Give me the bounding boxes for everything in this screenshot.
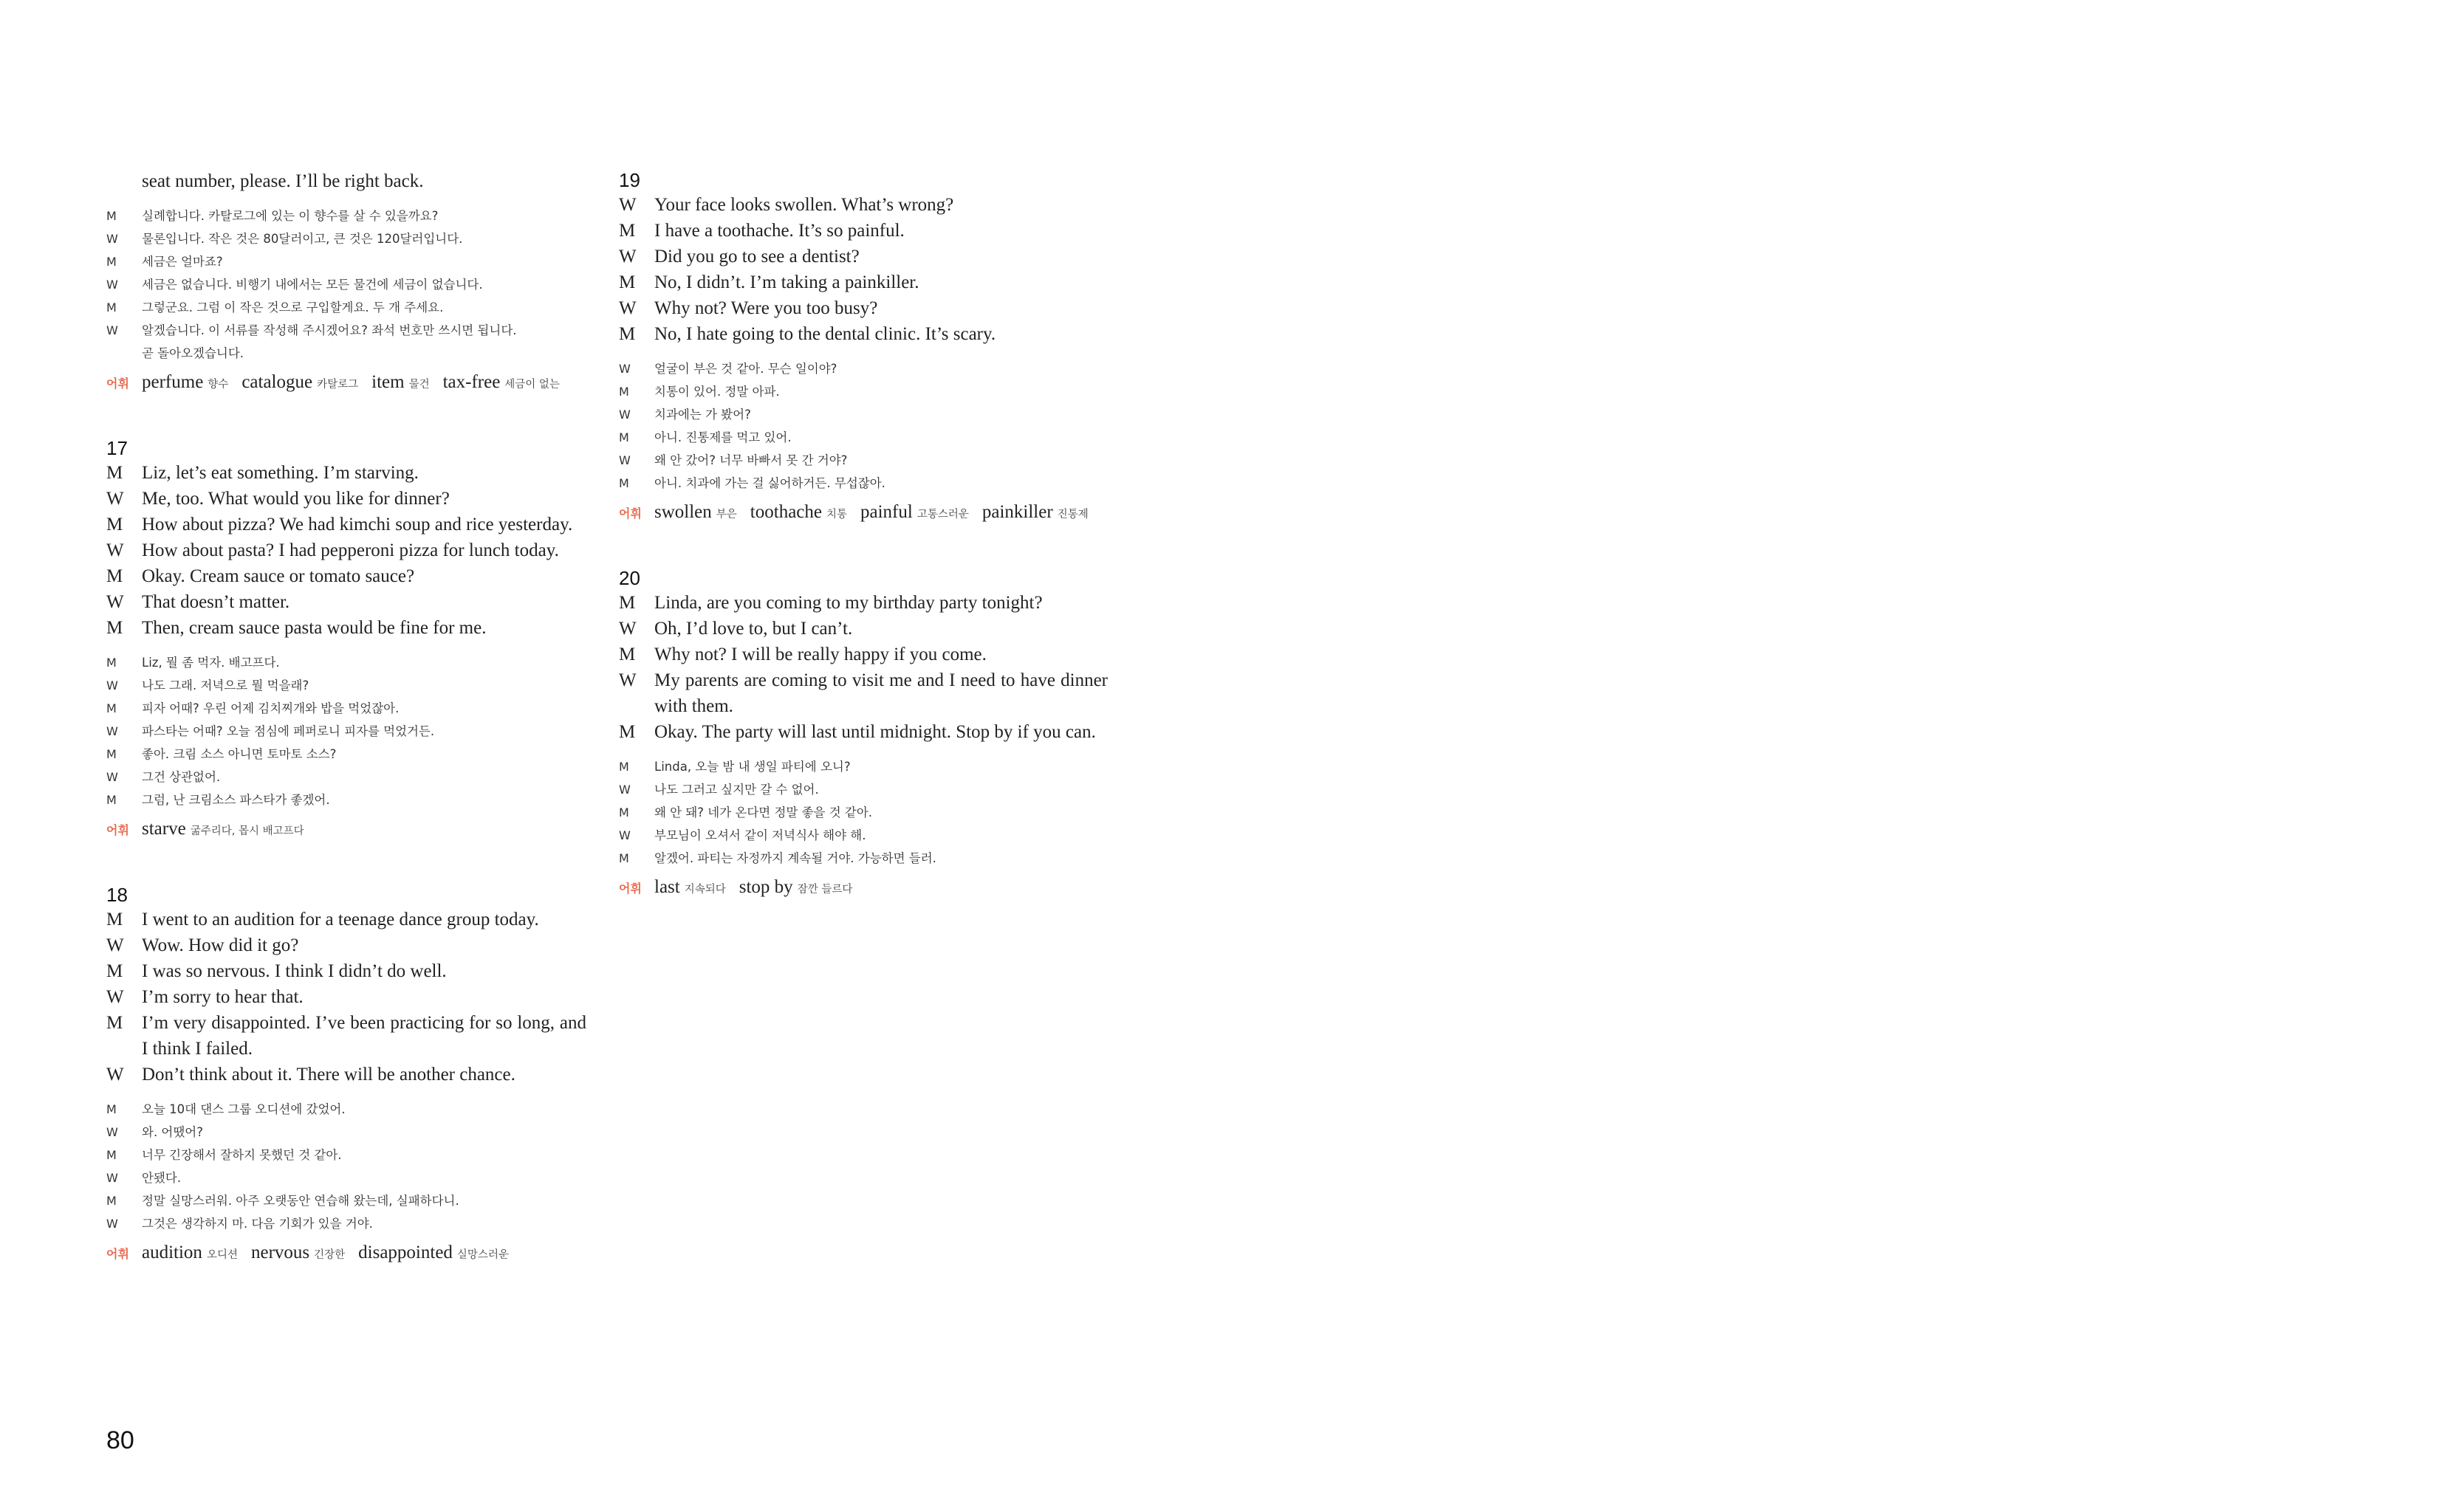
speaker-label: M — [619, 385, 629, 399]
translation-line — [106, 674, 586, 697]
dialogue-line — [619, 192, 1108, 218]
vocab-meaning: 부은 — [716, 509, 737, 520]
translation-line — [106, 1189, 586, 1212]
dialogue-text: I was so nervous. I think I didn’t do well. — [142, 961, 447, 981]
speaker-label: W — [106, 540, 124, 560]
vocab-meaning: 고통스러운 — [916, 509, 969, 520]
dialogue — [619, 590, 1108, 745]
speaker-label: W — [106, 323, 118, 337]
translation-line — [106, 766, 586, 788]
dialogue-text: Okay. The party will last until midnight. Stop by if you can. — [654, 722, 1096, 742]
translation-text: 피자 어때? 우린 어제 김치찌개와 밥을 먹었잖아. — [142, 701, 400, 715]
speaker-label: M — [106, 463, 123, 483]
translation-line — [619, 380, 1108, 403]
dialogue-line — [619, 218, 1108, 244]
left-column — [106, 168, 586, 1268]
translation-line — [106, 250, 586, 273]
dialogue-line — [106, 907, 586, 932]
speaker-label: W — [106, 489, 124, 509]
translation-text: 알겠습니다. 이 서류를 작성해 주시겠어요? 좌석 번호만 쓰시면 됩니다. — [142, 323, 517, 337]
vocab-label: 어휘 — [106, 823, 129, 837]
dialogue-text: I went to an audition for a teenage dance group today. — [142, 910, 539, 929]
vocab-meaning: 굶주리다, 몹시 배고프다 — [190, 825, 304, 837]
vocab-word: painful — [860, 502, 913, 522]
dialogue-text: I have a toothache. It’s so painful. — [654, 221, 905, 241]
translation-line — [619, 472, 1108, 495]
translation-line — [106, 296, 586, 319]
speaker-label: M — [106, 910, 123, 929]
translation-text: 곧 돌아오겠습니다. — [142, 346, 244, 360]
translation-text: 파스타는 어때? 오늘 점심에 페퍼로니 피자를 먹었거든. — [142, 724, 435, 738]
translation-text: 얼굴이 부은 것 같아. 무슨 일이야? — [654, 362, 837, 376]
translation-text: 나도 그래. 저녁으로 뭘 먹을래? — [142, 678, 309, 693]
speaker-label: W — [619, 247, 637, 267]
speaker-label: W — [106, 1217, 118, 1231]
dialogue-text: Your face looks swollen. What’s wrong? — [654, 195, 954, 215]
dialogue-text: Linda, are you coming to my birthday party tonight? — [654, 593, 1043, 613]
speaker-label: M — [619, 324, 636, 344]
speaker-label: M — [619, 760, 629, 774]
dialogue-text: Me, too. What would you like for dinner? — [142, 489, 450, 509]
speaker-label: M — [106, 1013, 123, 1033]
right-column — [619, 168, 1108, 903]
vocab-meaning: 오디션 — [206, 1249, 238, 1261]
vocab-meaning: 세금이 없는 — [504, 379, 560, 391]
speaker-label: M — [619, 476, 629, 490]
dialogue — [106, 460, 586, 641]
speaker-label: M — [106, 255, 117, 269]
vocab-row — [106, 816, 586, 845]
dialogue-line — [106, 460, 586, 486]
speaker-label: W — [619, 408, 631, 422]
translation-line — [619, 449, 1108, 472]
vocab-items — [142, 816, 318, 845]
dialogue-line — [619, 616, 1108, 642]
speaker-label: M — [619, 430, 629, 444]
translation-block — [106, 205, 586, 365]
vocab-word: swollen — [654, 502, 712, 522]
translation-block — [619, 755, 1108, 870]
translation-text: Liz, 뭘 좀 먹자. 배고프다. — [142, 656, 280, 670]
dialogue-line — [619, 642, 1108, 667]
vocab-meaning: 물건 — [408, 379, 430, 391]
vocab-meaning: 향수 — [208, 379, 229, 391]
speaker-label: W — [106, 724, 118, 738]
speaker-label — [106, 342, 142, 365]
translation-text: 왜 안 돼? 네가 온다면 정말 좋을 것 같아. — [654, 805, 873, 819]
vocab-row — [619, 499, 1108, 528]
translation-text: 물론입니다. 작은 것은 80달러이고, 큰 것은 120달러입니다. — [142, 232, 463, 246]
dialogue-line — [106, 486, 586, 512]
dialogue-text: Why not? Were you too busy? — [654, 298, 878, 318]
vocab-word: painkiller — [981, 502, 1053, 522]
dialogue-text: I’m sorry to hear that. — [142, 987, 304, 1007]
speaker-label: W — [106, 678, 118, 693]
vocab-items — [654, 499, 1102, 528]
dialogue-line — [619, 590, 1108, 616]
translation-line — [619, 778, 1108, 801]
speaker-label: W — [106, 987, 124, 1007]
vocab-word: disappointed — [358, 1243, 453, 1262]
translation-text: 좋아. 크림 소스 아니면 토마토 소스? — [142, 747, 337, 761]
dialogue-line — [619, 667, 1108, 719]
speaker-label: W — [619, 195, 637, 215]
dialogue-line — [106, 984, 586, 1010]
vocab-word: toothache — [750, 502, 822, 522]
vocab-items — [142, 1240, 522, 1268]
dialogue-text: No, I hate going to the dental clinic. It’s scary. — [654, 324, 996, 344]
dialogue-text: How about pasta? I had pepperoni pizza for lunch today. — [142, 540, 559, 560]
dialogue — [106, 907, 586, 1087]
vocab-row — [106, 369, 586, 398]
vocab-meaning: 진통제 — [1057, 509, 1089, 520]
speaker-label: W — [619, 828, 631, 842]
speaker-label: M — [106, 656, 117, 670]
speaker-label: W — [106, 278, 118, 292]
speaker-label: M — [619, 272, 636, 292]
translation-line — [106, 1212, 586, 1235]
question-number: 17 — [106, 437, 128, 459]
translation-text: 세금은 얼마죠? — [142, 255, 223, 269]
dialogue-text: That doesn’t matter. — [142, 592, 290, 612]
dialogue-text: Did you go to see a dentist? — [654, 247, 860, 267]
vocab-meaning: 카탈로그 — [317, 379, 359, 391]
vocab-items — [142, 369, 573, 398]
translation-line — [619, 801, 1108, 824]
translation-text: 세금은 없습니다. 비행기 내에서는 모든 물건에 세금이 없습니다. — [142, 278, 483, 292]
speaker-label: W — [106, 592, 124, 612]
translation-text: 부모님이 오셔서 같이 저녁식사 해야 해. — [654, 828, 866, 842]
speaker-label: M — [106, 793, 117, 807]
dialogue-text: My parents are coming to visit me and I need to have dinner with them. — [654, 670, 1108, 716]
vocab-meaning: 치통 — [826, 509, 847, 520]
dialogue-text: Wow. How did it go? — [142, 935, 299, 955]
speaker-label: W — [106, 1125, 118, 1139]
translation-text: 정말 실망스러워. 아주 오랫동안 연습해 왔는데, 실패하다니. — [142, 1194, 459, 1208]
dialogue-text: Why not? I will be really happy if you come. — [654, 645, 987, 664]
speaker-label: M — [619, 851, 629, 865]
vocab-meaning: 실망스러운 — [456, 1249, 509, 1261]
speaker-label: M — [619, 722, 636, 742]
speaker-label: M — [106, 1194, 117, 1208]
translation-line — [106, 1166, 586, 1189]
vocab-word: audition — [142, 1243, 202, 1262]
dialogue-text: Liz, let’s eat something. I’m starving. — [142, 463, 419, 483]
translation-text: 와. 어땠어? — [142, 1125, 204, 1139]
speaker-label: M — [619, 593, 636, 613]
vocab-meaning: 잠깐 들르다 — [797, 884, 853, 896]
dialogue-line — [106, 932, 586, 958]
speaker-label: M — [106, 961, 123, 981]
translation-text: 알겠어. 파티는 자정까지 계속될 거야. 가능하면 들러. — [654, 851, 936, 865]
translation-line — [619, 847, 1108, 870]
translation-text: 실례합니다. 카탈로그에 있는 이 향수를 살 수 있을까요? — [142, 209, 439, 223]
dialogue-line — [619, 719, 1108, 745]
translation-text: 그건 상관없어. — [142, 770, 221, 784]
translation-text: 안됐다. — [142, 1171, 182, 1185]
vocab-label: 어휘 — [619, 506, 642, 520]
translation-line — [619, 755, 1108, 778]
translation-text: 치통이 있어. 정말 아파. — [654, 385, 780, 399]
vocab-meaning: 지속되다 — [684, 884, 726, 896]
translation-line — [619, 426, 1108, 449]
speaker-label: M — [106, 701, 117, 715]
dialogue-line — [619, 244, 1108, 269]
vocab-word: item — [371, 372, 405, 392]
speaker-label: W — [106, 1065, 124, 1085]
speaker-label: M — [106, 209, 117, 223]
translation-line — [106, 342, 586, 365]
dialogue-text: Oh, I’d love to, but I can’t. — [654, 619, 853, 639]
speaker-label: M — [106, 618, 123, 638]
translation-line — [106, 788, 586, 811]
translation-text: 나도 그러고 싶지만 갈 수 없어. — [654, 783, 819, 797]
dialogue-line — [619, 321, 1108, 347]
speaker-label: M — [106, 747, 117, 761]
dialogue-line — [106, 1010, 586, 1062]
translation-block — [106, 1098, 586, 1235]
translation-text: Linda, 오늘 밤 내 생일 파티에 오니? — [654, 760, 851, 774]
speaker-label: W — [619, 783, 631, 797]
vocab-label: 어휘 — [106, 377, 129, 391]
speaker-label: M — [619, 805, 629, 819]
question-number: 20 — [619, 567, 640, 589]
speaker-label: W — [619, 670, 637, 690]
dialogue-text: How about pizza? We had kimchi soup and rice yesterday. — [142, 515, 573, 535]
dialogue-text: Don’t think about it. There will be another chance. — [142, 1065, 515, 1085]
dialogue-line — [106, 563, 586, 589]
dialogue-text: Then, cream sauce pasta would be fine for me. — [142, 618, 487, 638]
speaker-label: M — [106, 515, 123, 535]
translation-line — [106, 273, 586, 296]
speaker-label: W — [619, 362, 631, 376]
translation-line — [619, 403, 1108, 426]
vocab-label: 어휘 — [619, 882, 642, 896]
vocab-row — [619, 874, 1108, 903]
translation-text: 오늘 10대 댄스 그룹 오디션에 갔었어. — [142, 1102, 346, 1116]
speaker-label: M — [106, 1148, 117, 1162]
vocab-word: tax-free — [442, 372, 501, 392]
translation-text: 그렇군요. 그럼 이 작은 것으로 구입할게요. 두 개 주세요. — [142, 300, 444, 315]
vocab-word: catalogue — [241, 372, 313, 392]
dialogue-line — [106, 512, 586, 537]
translation-line — [106, 651, 586, 674]
translation-line — [106, 743, 586, 766]
translation-line — [106, 205, 586, 227]
translation-line — [106, 227, 586, 250]
dialogue-line — [106, 1062, 586, 1087]
vocab-meaning: 긴장한 — [314, 1249, 346, 1261]
translation-line — [106, 720, 586, 743]
speaker-label: M — [106, 1102, 117, 1116]
translation-text: 왜 안 갔어? 너무 바빠서 못 간 거야? — [654, 453, 848, 467]
translation-line — [619, 357, 1108, 380]
translation-line — [106, 1098, 586, 1121]
translation-line — [106, 1121, 586, 1144]
translation-text: 치과에는 가 봤어? — [654, 408, 751, 422]
speaker-label: M — [619, 645, 636, 664]
vocab-word: perfume — [142, 372, 204, 392]
speaker-label: W — [106, 770, 118, 784]
speaker-label: W — [619, 619, 637, 639]
dialogue-line — [619, 295, 1108, 321]
speaker-label: W — [106, 232, 118, 246]
translation-line — [619, 824, 1108, 847]
speaker-label: M — [106, 300, 117, 315]
translation-text: 아니. 치과에 가는 걸 싫어하거든. 무섭잖아. — [654, 476, 885, 490]
speaker-label: W — [106, 935, 124, 955]
dialogue-line — [106, 615, 586, 641]
vocab-word: stop by — [739, 877, 793, 897]
translation-block — [106, 651, 586, 811]
dialogue-line — [106, 589, 586, 615]
vocab-row — [106, 1240, 586, 1268]
vocab-label: 어휘 — [106, 1247, 129, 1261]
translation-text: 아니. 진통제를 먹고 있어. — [654, 430, 792, 444]
translation-block — [619, 357, 1108, 495]
dialogue-line — [106, 958, 586, 984]
continued-line: seat number, please. I’ll be right back. — [142, 171, 424, 191]
speaker-label: M — [106, 566, 123, 586]
speaker-label: W — [619, 453, 631, 467]
speaker-label: W — [619, 298, 637, 318]
speaker-label: M — [619, 221, 636, 241]
translation-text: 그럼, 난 크림소스 파스타가 좋겠어. — [142, 793, 330, 807]
translation-text: 그것은 생각하지 마. 다음 기회가 있을 거야. — [142, 1217, 373, 1231]
vocab-word: last — [654, 877, 680, 897]
dialogue-line — [106, 537, 586, 563]
speaker-label: W — [106, 1171, 118, 1185]
dialogue-text: I’m very disappointed. I’ve been practicing for so long, and I think I failed. — [142, 1013, 586, 1059]
dialogue-text: No, I didn’t. I’m taking a painkiller. — [654, 272, 919, 292]
page-number: 80 — [106, 1426, 134, 1454]
vocab-word: starve — [142, 819, 186, 839]
translation-line — [106, 1144, 586, 1166]
translation-text: 너무 긴장해서 잘하지 못했던 것 같아. — [142, 1148, 342, 1162]
translation-line — [106, 319, 586, 342]
vocab-items — [654, 874, 866, 903]
dialogue — [619, 192, 1108, 347]
question-number: 19 — [619, 169, 640, 191]
translation-line — [106, 697, 586, 720]
dialogue-text: Okay. Cream sauce or tomato sauce? — [142, 566, 415, 586]
question-number: 18 — [106, 884, 128, 906]
vocab-word: nervous — [250, 1243, 310, 1262]
dialogue-line — [619, 269, 1108, 295]
